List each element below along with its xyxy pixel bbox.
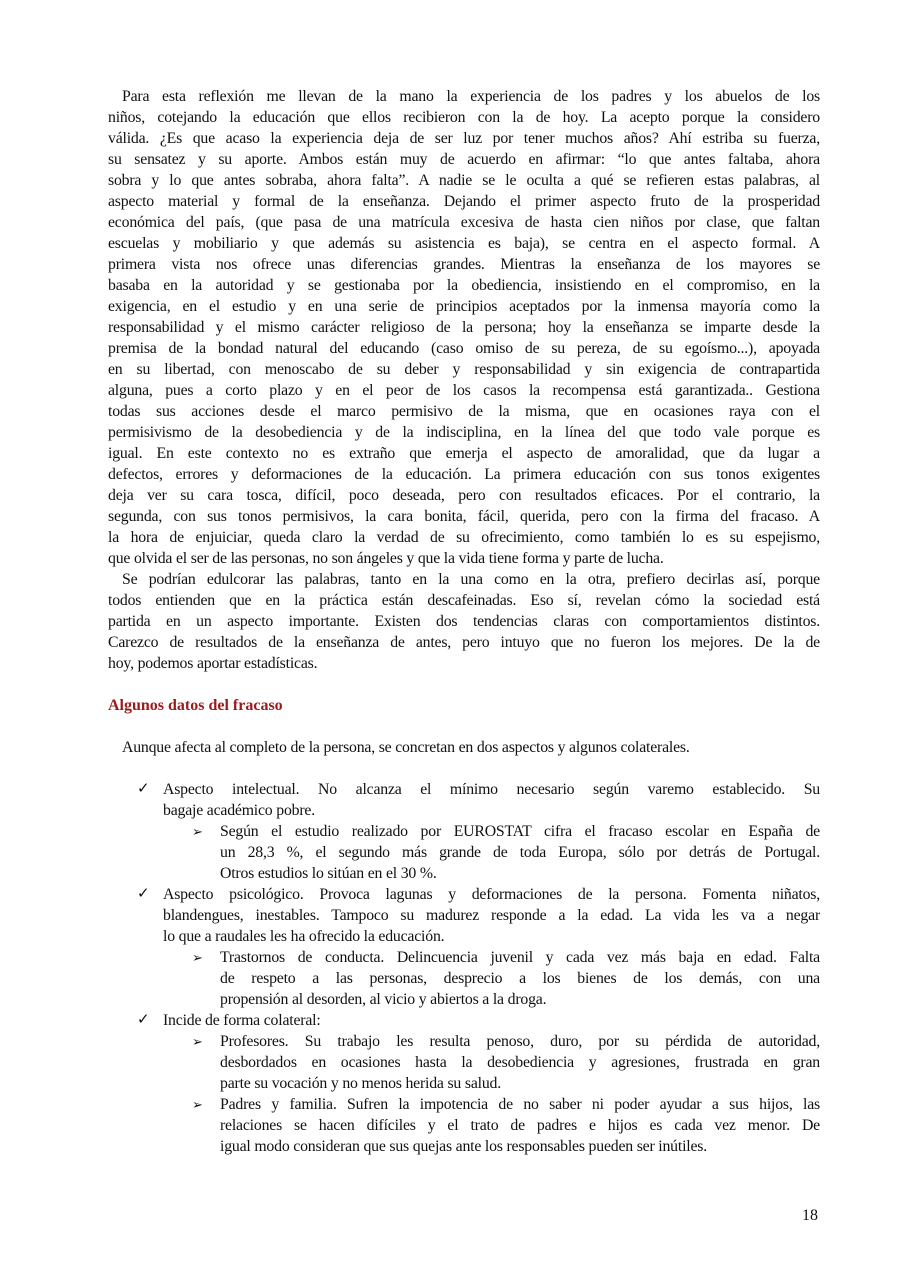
text-line (108, 1010, 820, 1031)
text-line (108, 191, 820, 212)
text-line-content: Incide de forma colateral: (163, 1012, 321, 1029)
sub-list-item (108, 821, 820, 884)
sub-list-item (108, 1094, 820, 1157)
arrowhead-icon: ➢ (192, 1097, 203, 1112)
text-line (108, 275, 820, 296)
text-line (108, 548, 820, 569)
text-line (108, 317, 820, 338)
checkmark-icon: ✓ (137, 886, 150, 902)
text-line (108, 611, 820, 632)
spacer (108, 674, 820, 695)
list-item (108, 1010, 820, 1157)
list-item (108, 884, 820, 1010)
text-line-content: económica del país, (que pasa de una matrícula excesiva de hasta cien niños por clase, que faltan (108, 214, 820, 231)
text-line (108, 653, 820, 674)
text-line-content: Otros estudios lo sitúan en el 30 %. (220, 865, 437, 882)
text-line (108, 401, 820, 422)
text-line-content: igual modo consideran que sus quejas ante los responsables pueden ser inútiles. (220, 1138, 707, 1155)
text-line (108, 884, 820, 905)
text-line-content: Padres y familia. Sufren la impotencia de no saber ni poder ayudar a sus hijos, las (220, 1096, 820, 1113)
checkmark-icon: ✓ (137, 781, 150, 797)
text-line-content: alguna, pues a corto plazo y en el peor de los casos la recompensa está garantizada.. Gestiona (108, 382, 820, 399)
text-line-content: sobra y lo que antes sobraba, ahora falta”. A nadie se le oculta a qué se refieren estas palabras, al (108, 172, 820, 189)
text-line (108, 254, 820, 275)
text-line (108, 107, 820, 128)
text-line-content: bagaje académico pobre. (163, 802, 315, 819)
text-line (108, 380, 820, 401)
text-line (108, 170, 820, 191)
text-line (108, 632, 820, 653)
text-line-content: Profesores. Su trabajo les resulta penoso, duro, por su pérdida de autoridad, (220, 1033, 820, 1050)
list-item (108, 779, 820, 884)
text-line-content: Aspecto intelectual. No alcanza el mínimo necesario según varemo establecido. Su (163, 781, 820, 798)
text-line-content: partida en un aspecto importante. Existen dos tendencias claras con comportamientos distintos. (108, 613, 820, 630)
text-line (108, 1052, 820, 1073)
text-line (108, 905, 820, 926)
text-line (108, 464, 820, 485)
text-line-content: propensión al desorden, al vicio y abiertos a la droga. (220, 991, 547, 1008)
sub-list-item (108, 1031, 820, 1094)
arrowhead-icon: ➢ (192, 1034, 203, 1049)
text-line (108, 779, 820, 800)
arrowhead-icon: ➢ (192, 824, 203, 839)
text-line-content: exigencia, en el estudio y en una serie de principios aceptados por la inmensa mayoría como la (108, 298, 820, 315)
text-line (108, 296, 820, 317)
section-heading: Algunos datos del fracaso (108, 697, 283, 714)
paragraph (108, 569, 820, 674)
text-line-content: parte su vocación y no menos herida su salud. (220, 1075, 501, 1092)
text-line-content: desbordados en ocasiones hasta la desobediencia y agresiones, frustrada en gran (220, 1054, 820, 1071)
text-line (108, 359, 820, 380)
text-line-content: todas sus acciones desde el marco permisivo de la misma, que en ocasiones raya con el (108, 403, 820, 420)
text-line (108, 86, 820, 107)
document-body (108, 86, 820, 1157)
text-line (108, 968, 820, 989)
text-line-content: válida. ¿Es que acaso la experiencia deja de ser luz por tener muchos años? Ahí estriba su fuerza, (108, 130, 820, 147)
text-line-content: igual. En este contexto no es extraño que emerja el aspecto de amoralidad, que da lugar a (108, 445, 820, 462)
paragraph (108, 86, 820, 569)
text-line (108, 1073, 820, 1094)
text-line-content: blandengues, inestables. Tampoco su madurez responde a la edad. La vida les va a negar (163, 907, 820, 924)
text-line-content: un 28,3 %, el segundo más grande de toda Europa, sólo por detrás de Portugal. (220, 844, 820, 861)
text-line-content: permisivismo de la desobediencia y de la indisciplina, en la línea del que todo vale porque es (108, 424, 820, 441)
text-line-content: primera vista nos ofrece unas diferencias grandes. Mientras la enseñanza de los mayores se (108, 256, 820, 273)
text-line-content: su sensatez y su aporte. Ambos están muy de acuerdo en afirmar: “lo que antes faltaba, ahora (108, 151, 820, 168)
text-line (108, 569, 820, 590)
text-line (108, 149, 820, 170)
page-number: 18 (802, 1207, 818, 1224)
text-line (108, 128, 820, 149)
text-line-content: relaciones se hacen difíciles y el trato de padres e hijos es cada vez menor. De (220, 1117, 820, 1134)
text-line (108, 1136, 820, 1157)
text-line-content: niños, cotejando la educación que ellos recibieron con la de hoy. La acepto porque la considero (108, 109, 820, 126)
text-line (108, 1094, 820, 1115)
text-line (108, 485, 820, 506)
text-line-content: la hora de enjuiciar, queda claro la verdad de su ofrecimiento, como también lo es su espejismo, (108, 529, 820, 546)
text-line-content: hoy, podemos aportar estadísticas. (108, 655, 318, 672)
text-line-content: todos entienden que en la práctica están descafeinadas. Eso sí, revelan cómo la sociedad está (108, 592, 820, 609)
text-line (108, 590, 820, 611)
text-line-content: escuelas y mobiliario y que además su asistencia es baja), se centra en el aspecto formal. A (108, 235, 820, 252)
text-line (108, 233, 820, 254)
spacer (108, 758, 820, 779)
text-line-content: Trastornos de conducta. Delincuencia juvenil y cada vez más baja en edad. Falta (220, 949, 820, 966)
text-line-content: segunda, con sus tonos permisivos, la cara bonita, fácil, querida, pero con la firma del fracaso. A (108, 508, 820, 525)
bullet-list (108, 779, 820, 1157)
text-line-content: en su libertad, con menoscabo de su deber y responsabilidad y sin exigencia de contrapartida (108, 361, 820, 378)
text-line-content: defectos, errores y deformaciones de la educación. La primera educación con sus tonos exigentes (108, 466, 820, 483)
text-line (108, 527, 820, 548)
text-line-content: responsabilidad y el mismo carácter religioso de la persona; hoy la enseñanza se imparte desde la (108, 319, 820, 336)
text-line (108, 338, 820, 359)
arrowhead-icon: ➢ (192, 950, 203, 965)
text-line (108, 1031, 820, 1052)
text-line (108, 989, 820, 1010)
text-line-content: de respeto a las personas, desprecio a los bienes de los demás, con una (220, 970, 820, 987)
text-line (108, 863, 820, 884)
text-line-content: Según el estudio realizado por EUROSTAT cifra el fracaso escolar en España de (220, 823, 820, 840)
text-line (108, 443, 820, 464)
text-line (108, 800, 820, 821)
text-line-content: Para esta reflexión me llevan de la mano la experiencia de los padres y los abuelos de los (122, 88, 820, 105)
text-line-content: Carezco de resultados de la enseñanza de antes, pero intuyo que no fueron los mejores. De la de (108, 634, 820, 651)
text-line-content: aspecto material y formal de la enseñanza. Dejando el primer aspecto fruto de la prosperidad (108, 193, 820, 210)
text-line-content: deja ver su cara tosca, difícil, poco deseada, pero con resultados eficaces. Por el contrario, la (108, 487, 820, 504)
text-line (108, 842, 820, 863)
text-line (108, 212, 820, 233)
text-line-content: basaba en la autoridad y se gestionaba por la obediencia, insistiendo en el compromiso, en la (108, 277, 820, 294)
checkmark-icon: ✓ (137, 1012, 150, 1028)
text-line (108, 926, 820, 947)
sub-list-item (108, 947, 820, 1010)
text-line (108, 1115, 820, 1136)
text-line (108, 821, 820, 842)
text-line (108, 506, 820, 527)
text-line (108, 422, 820, 443)
text-line-content: Aspecto psicológico. Provoca lagunas y deformaciones de la persona. Fomenta niñatos, (163, 886, 820, 903)
text-line-content: que olvida el ser de las personas, no son ángeles y que la vida tiene forma y parte de lucha. (108, 550, 664, 567)
text-line-content: lo que a raudales les ha ofrecido la educación. (163, 928, 445, 945)
intro-text: Aunque afecta al completo de la persona, se concretan en dos aspectos y algunos colaterales. (122, 739, 690, 756)
spacer (108, 716, 820, 737)
text-line-content: premisa de la bondad natural del educando (caso omiso de su pereza, de su egoísmo...), apoyada (108, 340, 820, 357)
text-line (108, 947, 820, 968)
text-line-content: Se podrían edulcorar las palabras, tanto en la una como en la otra, prefiero decirlas así, porque (122, 571, 820, 588)
